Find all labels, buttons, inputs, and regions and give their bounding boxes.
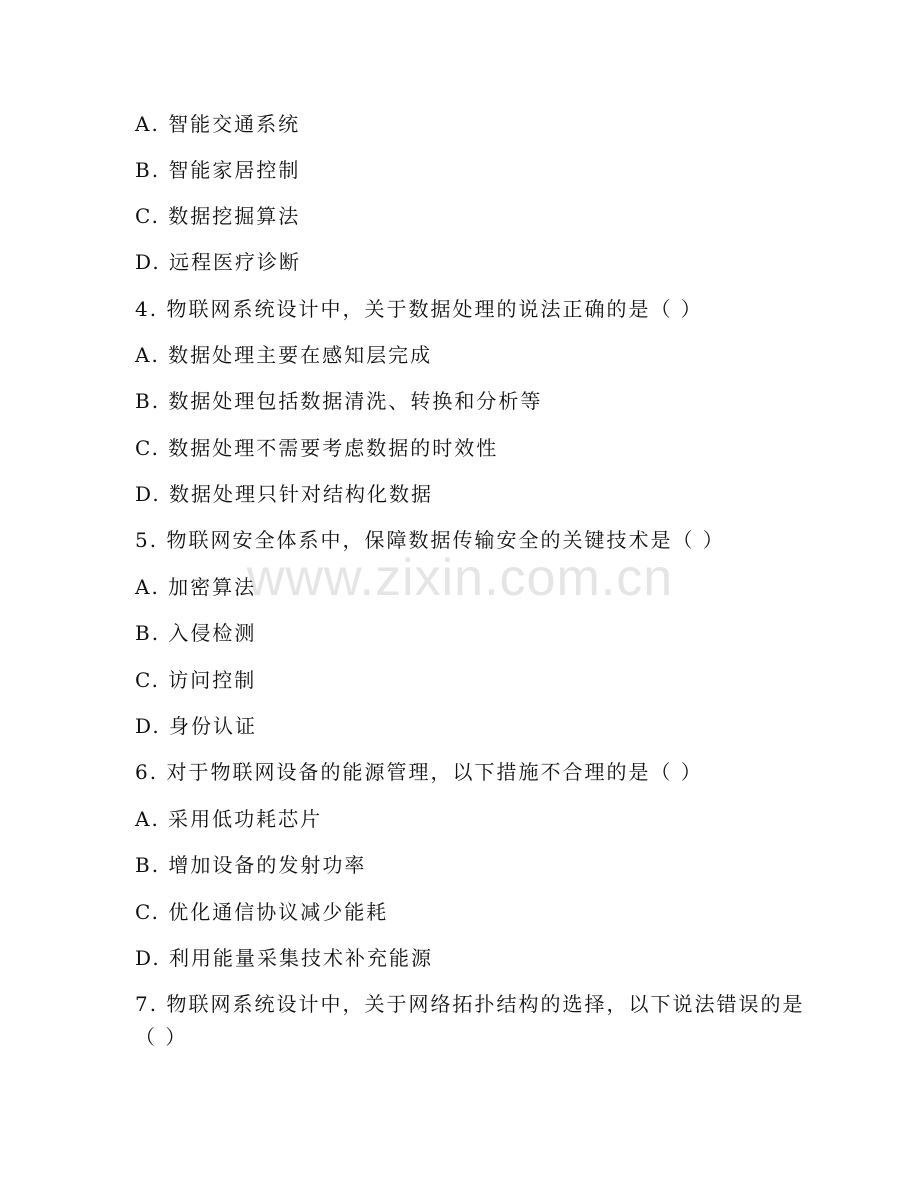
question-6: 6. 对于物联网设备的能源管理，以下措施不合理的是（ ）	[135, 760, 703, 784]
question-5: 5. 物联网安全体系中，保障数据传输安全的关键技术是（ ）	[135, 528, 725, 552]
q5-option-c: C. 访问控制	[135, 668, 257, 692]
q5-option-a: A. 加密算法	[135, 575, 257, 599]
question-7-parenthesis: （ ）	[135, 1025, 188, 1049]
watermark: www.zixin.com.cn	[246, 549, 674, 607]
q5-option-d: D. 身份认证	[135, 714, 258, 738]
q4-option-a: A. 数据处理主要在感知层完成	[135, 343, 433, 367]
q4-option-c: C. 数据处理不需要考虑数据的时效性	[135, 436, 499, 460]
q6-option-a: A. 采用低功耗芯片	[135, 807, 323, 831]
option-b: B. 智能家居控制	[135, 158, 301, 182]
q4-option-d: D. 数据处理只针对结构化数据	[135, 482, 434, 506]
q4-option-b: B. 数据处理包括数据清洗、转换和分析等	[135, 389, 543, 413]
q5-option-b: B. 入侵检测	[135, 621, 257, 645]
q6-option-d: D. 利用能量采集技术补充能源	[135, 946, 434, 970]
option-a: A. 智能交通系统	[135, 112, 301, 136]
q6-option-c: C. 优化通信协议减少能耗	[135, 900, 389, 924]
option-d: D. 远程医疗诊断	[135, 250, 302, 274]
q6-option-b: B. 增加设备的发射功率	[135, 853, 367, 877]
question-7: 7. 物联网系统设计中，关于网络拓扑结构的选择，以下说法错误的是	[135, 992, 805, 1016]
option-c: C. 数据挖掘算法	[135, 204, 301, 228]
question-4: 4. 物联网系统设计中，关于数据处理的说法正确的是（ ）	[135, 297, 703, 321]
